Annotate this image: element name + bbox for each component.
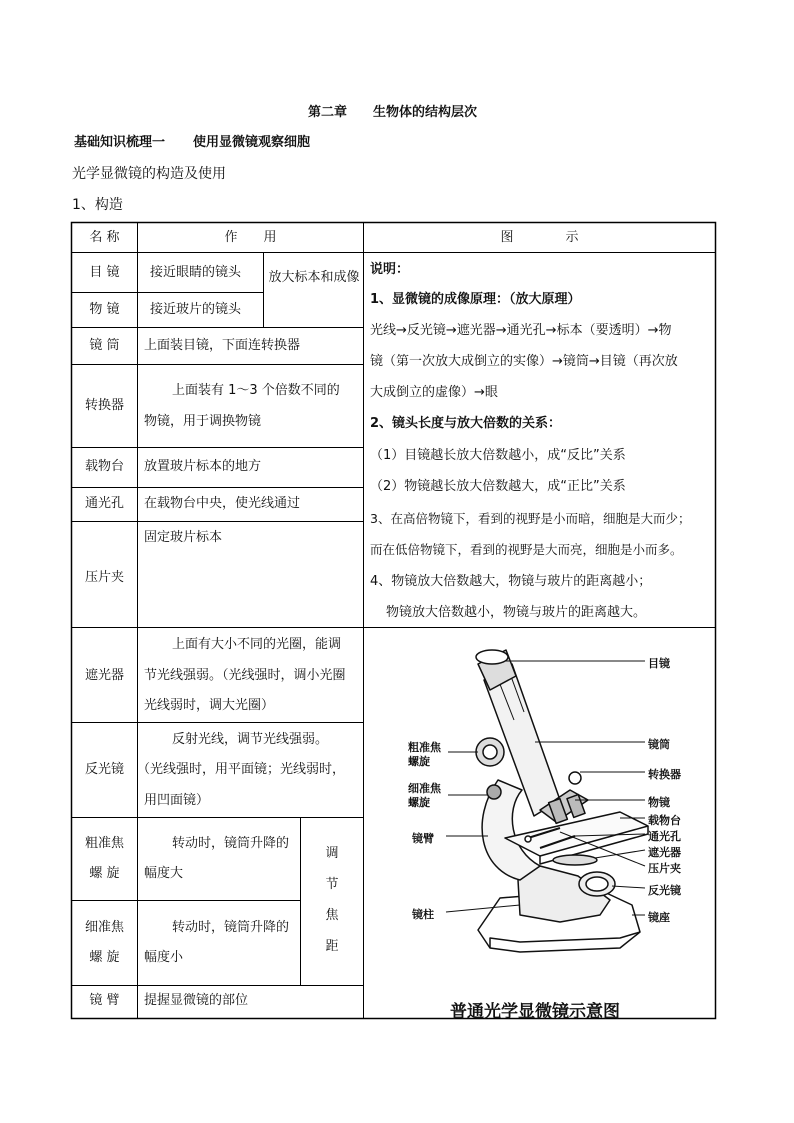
- notes-p1-line3: 大成倒立的虚像）→眼: [370, 385, 498, 400]
- row-diaphragm-use-2: 节光线强弱。（光线强时，调小光圈: [144, 668, 346, 683]
- row-fine-use-1: 转动时，镜筒升降的: [172, 920, 290, 935]
- section-number: 基础知识梳理一: [74, 135, 166, 150]
- row-diaphragm-name: 遮光器: [84, 668, 124, 683]
- notes-p2-title: 2、镜头长度与放大倍数的关系：: [370, 416, 562, 431]
- section-title: 使用显微镜观察细胞: [193, 135, 311, 150]
- item-heading: 1、构造: [72, 197, 123, 213]
- row-diaphragm-use-3: 光线弱时，调大光圈）: [144, 698, 275, 713]
- row-stage-use: 放置玻片标本的地方: [144, 459, 262, 474]
- label-clip: 压片夹: [648, 862, 681, 875]
- label-pillar: 镜柱: [412, 908, 434, 921]
- row-tube-name: 镜 筒: [89, 338, 120, 353]
- notes-p4-line1: 4、物镜放大倍数越大，物镜与玻片的距离越小；: [370, 574, 652, 589]
- label-objective: 物镜: [648, 796, 670, 809]
- row-eyepiece-use: 接近眼睛的镜头: [150, 265, 242, 280]
- row-objective-use: 接近玻片的镜头: [150, 302, 242, 317]
- row-coarse-name-1: 粗准焦: [84, 836, 124, 851]
- row-nosepiece-use-1: 上面装有 1～3 个倍数不同的: [172, 383, 340, 398]
- row-coarse-use-1: 转动时，镜筒升降的: [172, 836, 290, 851]
- notes-p3-line2: 而在低倍物镜下，看到的视野是大而亮，细胞是小而多。: [370, 542, 683, 557]
- focus-char-3: 焦: [325, 908, 339, 923]
- label-aperture: 通光孔: [648, 830, 681, 843]
- row-fine-name-1: 细准焦: [84, 920, 124, 935]
- label-mirror: 反光镜: [648, 884, 681, 897]
- diagram-caption: 普通光学显微镜示意图: [450, 1002, 620, 1022]
- label-diaphragm: 遮光器: [648, 846, 681, 859]
- row-tube-use: 上面装目镜，下面连转换器: [144, 338, 301, 353]
- notes-p4-line2: 物镜放大倍数越小，物镜与玻片的距离越大。: [386, 605, 647, 620]
- chapter-title: 生物体的结构层次: [373, 105, 478, 120]
- row-mirror-name: 反光镜: [84, 762, 124, 777]
- row-fine-name-2: 螺 旋: [89, 950, 120, 965]
- row-magnify: 放大标本和成像: [268, 270, 360, 285]
- row-diaphragm-use-1: 上面有大小不同的光圈，能调: [172, 637, 342, 652]
- row-clip-use: 固定玻片标本: [144, 530, 223, 545]
- row-aperture-name: 通光孔: [84, 496, 124, 511]
- row-mirror-use-1: 反射光线，调节光线强弱。: [172, 732, 329, 747]
- header-use: 作 用: [224, 230, 277, 245]
- row-clip-name: 压片夹: [84, 570, 124, 585]
- notes-p1-line1: 光线→反光镜→遮光器→通光孔→标本（要透明）→物: [370, 323, 672, 338]
- row-arm-use: 提握显微镜的部位: [144, 993, 249, 1008]
- header-figure: 图 示: [500, 230, 579, 245]
- row-stage-name: 载物台: [84, 459, 124, 474]
- row-objective-name: 物 镜: [89, 302, 120, 317]
- row-mirror-use-3: 用凹面镜）: [144, 793, 210, 808]
- subtitle: 光学显微镜的构造及使用: [72, 166, 226, 182]
- label-nosepiece: 转换器: [648, 768, 681, 781]
- row-arm-name: 镜 臂: [89, 993, 120, 1008]
- notes-p1-line2: 镜（第一次放大成倒立的实像）→镜筒→目镜（再次放: [370, 354, 678, 369]
- label-tube: 镜筒: [648, 738, 670, 751]
- notes-head: 说明：: [370, 262, 410, 277]
- row-nosepiece-use-2: 物镜，用于调换物镜: [144, 414, 262, 429]
- row-mirror-use-2: （光线强时，用平面镜；光线弱时，: [137, 762, 346, 777]
- row-nosepiece-name: 转换器: [84, 398, 124, 413]
- chapter-number: 第二章: [308, 105, 348, 120]
- label-fine-1: 细准焦: [408, 782, 441, 795]
- row-eyepiece-name: 目 镜: [89, 265, 120, 280]
- focus-char-2: 节: [325, 877, 339, 892]
- notes-p2-line2: （2）物镜越长放大倍数越大，成“正比”关系: [370, 479, 626, 494]
- notes-p2-line1: （1）目镜越长放大倍数越小，成“反比”关系: [370, 448, 626, 463]
- label-eyepiece: 目镜: [648, 657, 670, 670]
- notes-p1-title: 1、显微镜的成像原理：（放大原理）: [370, 292, 581, 307]
- label-coarse-1: 粗准焦: [408, 741, 441, 754]
- focus-char-1: 调: [325, 846, 339, 861]
- label-arm: 镜臂: [412, 832, 434, 845]
- row-coarse-use-2: 幅度大: [144, 866, 184, 881]
- header-name: 名 称: [89, 230, 120, 245]
- label-stage: 载物台: [648, 814, 681, 827]
- label-coarse-2: 螺旋: [408, 755, 430, 768]
- focus-char-4: 距: [325, 939, 339, 954]
- row-fine-use-2: 幅度小: [144, 950, 184, 965]
- label-base: 镜座: [648, 911, 670, 924]
- notes-p3-line1: 3、在高倍物镜下，看到的视野是小而暗，细胞是大而少；: [370, 511, 691, 526]
- label-fine-2: 螺旋: [408, 796, 430, 809]
- row-aperture-use: 在载物台中央，使光线通过: [144, 496, 301, 511]
- row-coarse-name-2: 螺 旋: [89, 866, 120, 881]
